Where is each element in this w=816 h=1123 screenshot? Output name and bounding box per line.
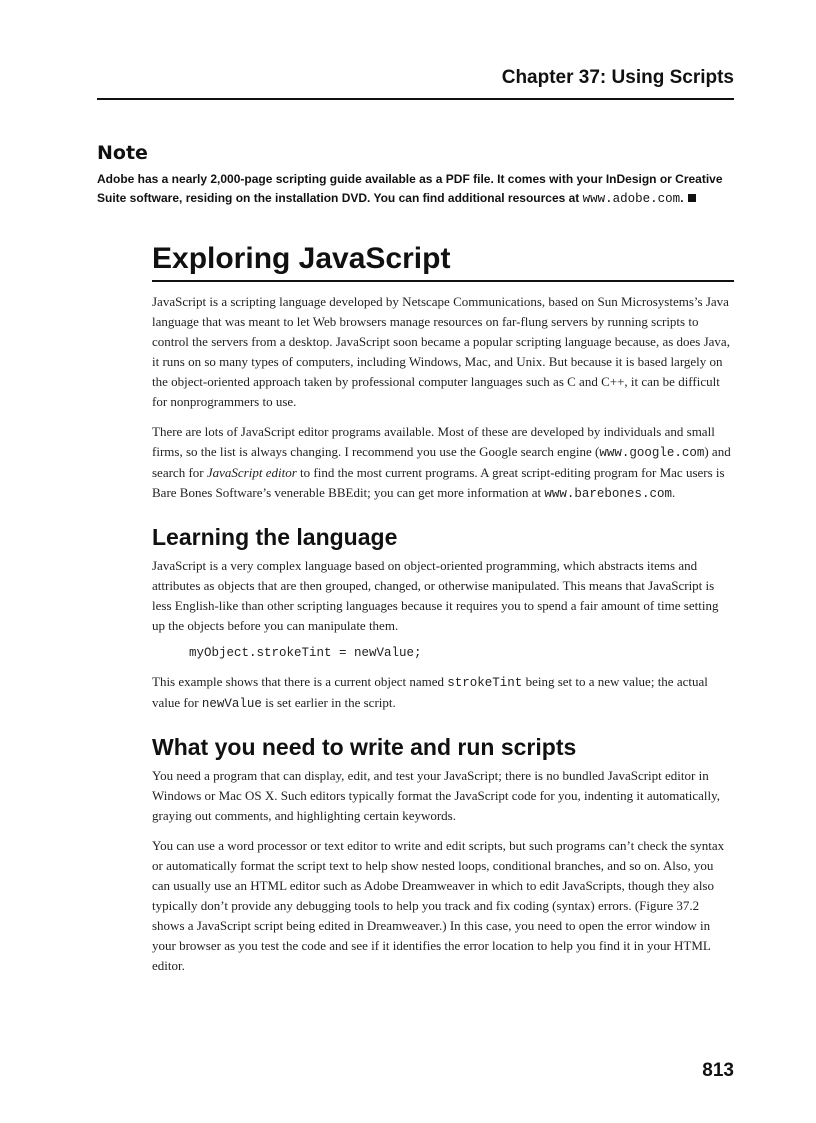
- paragraph-learning-2-part2: being set to a new value; the actual value for: [152, 674, 708, 710]
- paragraph-exploring-2-part3: to find the most current programs. A great script-editing program for Mac users is Bare Bones Software’s venerable BBEdit; you can get more information at: [152, 465, 725, 500]
- paragraph-need-1: You need a program that can display, edit, and test your JavaScript; there is no bundled JavaScript editor in Windows or Mac OS X. Such editors typically format the JavaScript code for you, indenting it automatically, graying out comments, and highlighting certain keywords.: [152, 768, 720, 823]
- stroketint-code: strokeTint: [447, 676, 523, 690]
- paragraph-learning-2: [152, 672, 734, 714]
- code-example: myObject.strokeTint = newValue;: [189, 646, 422, 660]
- note-box: [97, 142, 734, 209]
- page-number: 813: [702, 1060, 734, 1081]
- end-mark-icon: [688, 194, 696, 202]
- paragraph-exploring-1: JavaScript is a scripting language developed by Netscape Communications, based on Sun Microsystems’s Java language that was meant to let Web browsers manage resources on far-flung servers by running scripts to control the servers from a desktop. JavaScript soon became a popular scripting language because, as does Java, it runs on so many types of computers, including Windows, Mac, and Unix. But because it is based largely on the object-oriented approach taken by professional computer languages such as C and C++, it can be difficult for nonprogrammers to use.: [152, 294, 730, 409]
- note-text-end: .: [680, 191, 684, 205]
- note-heading: Note: [97, 142, 148, 164]
- main-content: [152, 240, 734, 986]
- paragraph-learning-2-part3: is set earlier in the script.: [261, 695, 396, 710]
- heading-exploring-javascript: Exploring JavaScript: [152, 240, 734, 282]
- javascript-editor-term: JavaScript editor: [206, 465, 297, 480]
- newvalue-code: newValue: [201, 697, 262, 711]
- note-url: www.adobe.com: [582, 192, 681, 206]
- barebones-url: www.barebones.com: [544, 487, 672, 501]
- paragraph-exploring-2-part2: ) and search for: [152, 444, 731, 480]
- paragraph-need-2: You can use a word processor or text editor to write and edit scripts, but such programs can’t check the syntax or automatically format the script text to help show nested loops, conditional branches, and so on. Also, you can usually use an HTML editor such as Adobe Dreamweaver in which to edit JavaScripts, though they also typically don’t provide any debugging tools to help you track and fix coding (syntax) errors. (Figure 37.2 shows a JavaScript script being edited in Dreamweaver.) In this case, you need to open the error window in your browser as you test the code and see if it identifies the error location to help you find it in your HTML editor.: [152, 838, 725, 973]
- note-text-body: Adobe has a nearly 2,000-page scripting guide available as a PDF file. It comes with your InDesign or Creative Suite software, residing on the installation DVD. You can find additional resources at: [97, 172, 723, 205]
- google-url: www.google.com: [599, 446, 705, 460]
- heading-what-you-need: What you need to write and run scripts: [152, 734, 577, 760]
- paragraph-learning-1: JavaScript is a very complex language based on object-oriented programming, which abstracts items and attributes as objects that are then grouped, changed, or otherwise manipulated. This means that JavaScript is less English-like than other scripting languages because it requires you to spend a fair amount of time setting up the objects before you can manipulate them.: [152, 558, 719, 633]
- paragraph-learning-2-part1: This example shows that there is a current object named: [152, 674, 448, 689]
- paragraph-exploring-2-part1: There are lots of JavaScript editor programs available. Most of these are developed by individuals and small firms, so the list is always changing. I recommend you use the Google search engine (: [152, 424, 715, 459]
- paragraph-exploring-2-part4: .: [671, 485, 676, 500]
- running-head: Chapter 37: Using Scripts: [97, 62, 734, 100]
- note-text: [97, 170, 734, 209]
- paragraph-exploring-2: [152, 422, 734, 504]
- heading-learning-the-language: Learning the language: [152, 524, 398, 550]
